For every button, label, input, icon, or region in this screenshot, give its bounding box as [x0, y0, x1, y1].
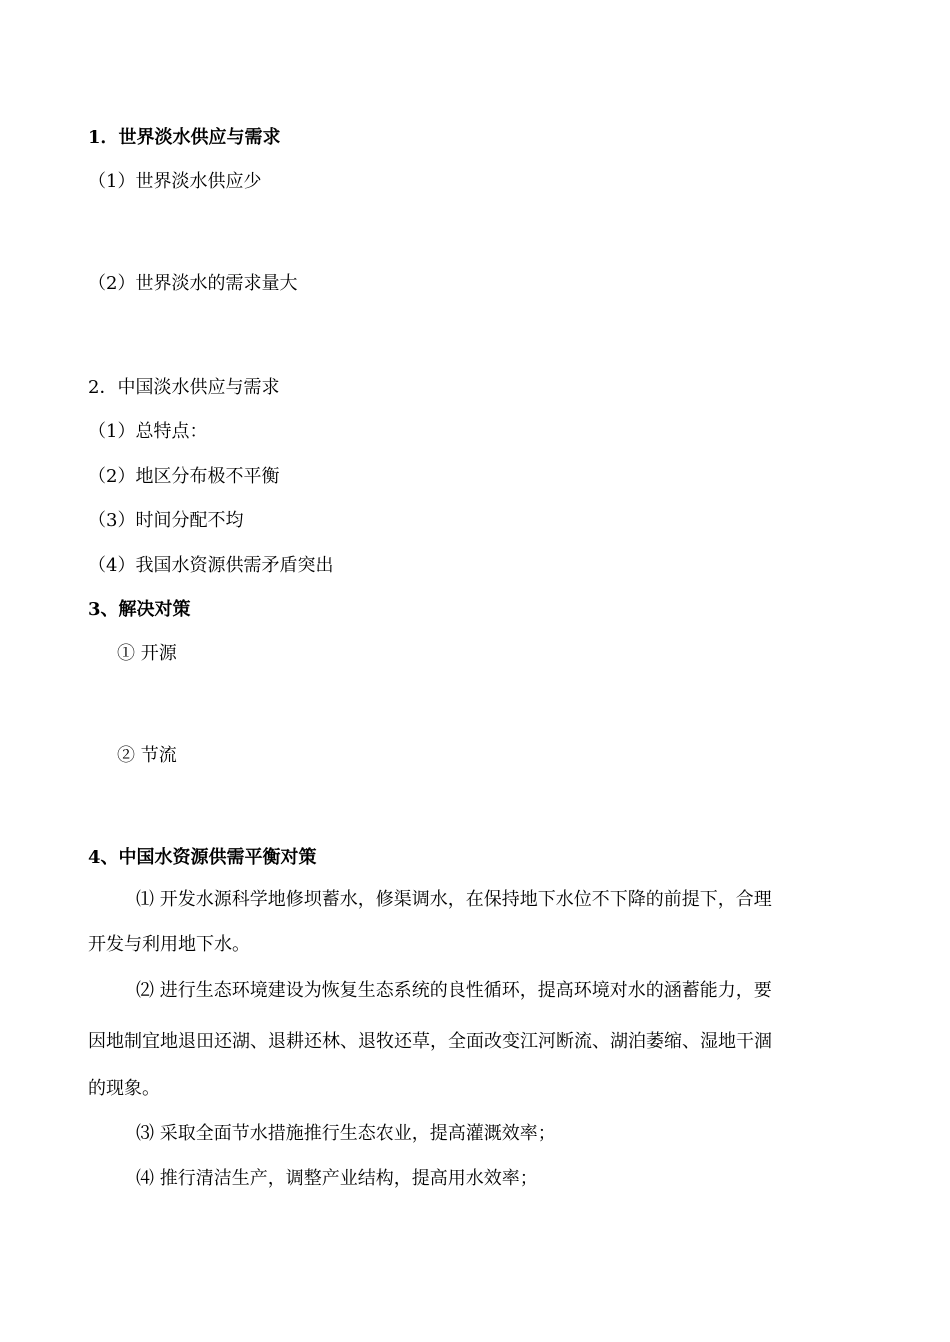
paragraph-1-line-1: ⑴ 开发水源科学地修坝蓄水，修渠调水，在保持地下水位不下降的前提下，合理 — [136, 889, 772, 910]
paragraph-1-line-2: 开发与利用地下水。 — [88, 934, 250, 955]
section-3-item-2: ② 节流 — [117, 745, 177, 766]
section-2-item-3: （3）时间分配不均 — [88, 510, 244, 531]
section-2-item-1: （1）总特点： — [88, 421, 208, 442]
section-3-heading: 3、解决对策 — [88, 599, 191, 620]
section-1-item-1: （1）世界淡水供应少 — [88, 171, 262, 192]
paragraph-2-line-3: 的现象。 — [88, 1078, 160, 1099]
section-2-item-2: （2）地区分布极不平衡 — [88, 466, 280, 487]
paragraph-2-line-1: ⑵ 进行生态环境建设为恢复生态系统的良性循环，提高环境对水的涵蓄能力，要 — [136, 980, 772, 1001]
paragraph-2-line-2: 因地制宜地退田还湖、退耕还林、退牧还草，全面改变江河断流、湖泊萎缩、湿地干涸 — [88, 1031, 772, 1052]
section-3-item-1: ① 开源 — [117, 643, 177, 664]
section-1-heading: 1．世界淡水供应与需求 — [88, 127, 281, 148]
paragraph-4: ⑷ 推行清洁生产，调整产业结构，提高用水效率； — [136, 1168, 538, 1189]
section-1-item-2: （2）世界淡水的需求量大 — [88, 273, 298, 294]
paragraph-3: ⑶ 采取全面节水措施推行生态农业，提高灌溉效率； — [136, 1123, 556, 1144]
section-2-item-4: （4）我国水资源供需矛盾突出 — [88, 555, 334, 576]
section-2-heading: 2．中国淡水供应与需求 — [88, 377, 280, 398]
section-4-heading: 4、中国水资源供需平衡对策 — [88, 847, 317, 868]
